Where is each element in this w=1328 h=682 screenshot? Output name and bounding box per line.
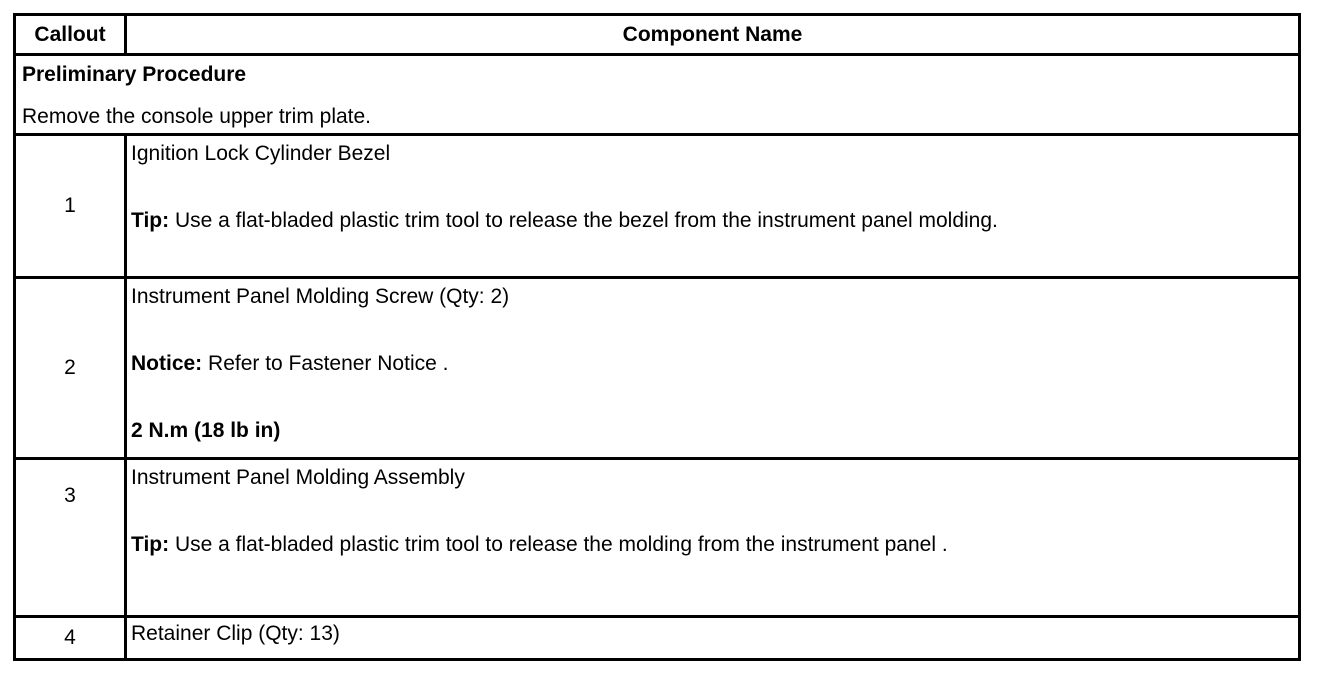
preliminary-cell bbox=[15, 55, 1300, 135]
component-name: Retainer Clip (Qty: 13) bbox=[131, 622, 340, 645]
table-row bbox=[15, 278, 1300, 459]
tip-label: Tip: bbox=[131, 533, 170, 556]
table-row bbox=[15, 459, 1300, 617]
header-row bbox=[15, 15, 1300, 55]
component-name-header: Component Name bbox=[126, 15, 1300, 55]
tip-note bbox=[131, 533, 1294, 557]
tip-text: Use a flat-bladed plastic trim tool to release the bezel from the instrument panel molding. bbox=[169, 209, 998, 232]
notice-text: Refer to Fastener Notice . bbox=[202, 352, 449, 375]
callout-number: 3 bbox=[15, 459, 126, 617]
component-cell bbox=[126, 135, 1300, 278]
component-name: Instrument Panel Molding Assembly bbox=[131, 466, 465, 489]
component-name: Instrument Panel Molding Screw (Qty: 2) bbox=[131, 285, 510, 308]
component-cell bbox=[126, 459, 1300, 617]
component-cell bbox=[126, 617, 1300, 660]
notice-label: Notice: bbox=[131, 352, 203, 375]
preliminary-title: Preliminary Procedure bbox=[22, 63, 247, 86]
component-cell bbox=[126, 278, 1300, 459]
callout-number: 1 bbox=[15, 135, 126, 278]
procedure-table bbox=[13, 13, 1301, 661]
torque-spec: 2 N.m (18 lb in) bbox=[131, 419, 281, 442]
table-row bbox=[15, 135, 1300, 278]
notice-note bbox=[131, 352, 1294, 376]
tip-text: Use a flat-bladed plastic trim tool to release the molding from the instrument panel . bbox=[169, 533, 948, 556]
callout-number: 2 bbox=[15, 278, 126, 459]
tip-note bbox=[131, 209, 1294, 233]
callout-header: Callout bbox=[15, 15, 126, 55]
preliminary-text: Remove the console upper trim plate. bbox=[22, 105, 372, 128]
component-name: Ignition Lock Cylinder Bezel bbox=[131, 142, 391, 165]
tip-label: Tip: bbox=[131, 209, 170, 232]
preliminary-row bbox=[15, 55, 1300, 135]
table-row bbox=[15, 617, 1300, 660]
callout-number: 4 bbox=[15, 617, 126, 660]
